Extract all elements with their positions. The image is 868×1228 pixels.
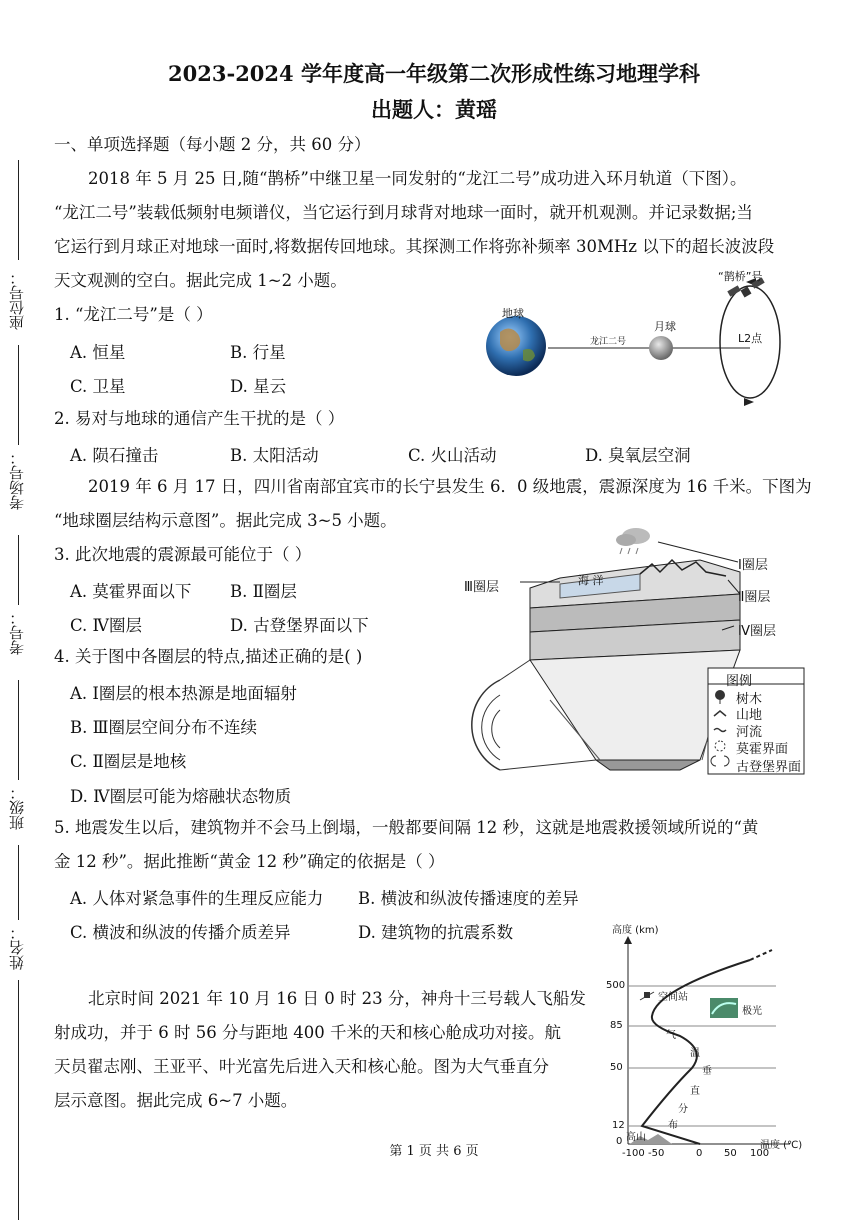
page-footer: 第 1 页 共 6 页 — [389, 1144, 479, 1159]
layer4-label: Ⅳ圈层 — [738, 624, 776, 639]
layer2-label: Ⅱ圈层 — [738, 590, 771, 605]
q3-option-a[interactable]: A. 莫霍界面以下 — [70, 582, 192, 601]
passage1-line1: 2018 年 5 月 25 日,随“鹊桥”中继卫星一同发射的“龙江二号”成功进入环月轨道（下图）。 — [88, 169, 747, 188]
queqiao-label: “鹊桥”号 — [718, 270, 763, 283]
q2-option-b[interactable]: B. 太阳活动 — [230, 446, 319, 465]
legend-river: 河流 — [736, 725, 763, 740]
page-title: 2023-2024 学年度高一年级第二次形成性练习地理学科 — [168, 61, 700, 86]
curve-char-1: 气 — [666, 1030, 676, 1041]
name-line-lower — [18, 980, 19, 1220]
q5-option-a[interactable]: A. 人体对紧急事件的生理反应能力 — [70, 889, 324, 908]
q5-option-b[interactable]: B. 横波和纵波传播速度的差异 — [358, 889, 579, 908]
moon-icon — [649, 336, 673, 360]
section-heading: 一、单项选择题（每小题 2 分，共 60 分） — [54, 135, 371, 154]
layer1-label: Ⅰ圈层 — [738, 558, 768, 573]
q2-stem: 2. 易对与地球的通信产生干扰的是（ ） — [54, 409, 345, 428]
fig3-mountain-label: 高山 — [626, 1132, 646, 1143]
curve-char-6: 布 — [668, 1120, 678, 1131]
legend-mountain: 山地 — [736, 708, 763, 723]
space-station-icon — [640, 992, 654, 1000]
xtick-50: 50 — [724, 1148, 737, 1159]
passage2-line2: “地球圈层结构示意图”。据此完成 3~5 小题。 — [54, 511, 397, 530]
legend-tree: 树木 — [736, 692, 763, 707]
ytick-85: 85 — [610, 1020, 623, 1031]
layer3-label: Ⅲ圈层 — [464, 580, 499, 595]
ytick-0: 0 — [616, 1136, 623, 1147]
q4-option-b[interactable]: B. Ⅲ圈层空间分布不连续 — [70, 718, 258, 737]
xtick-0: 0 — [696, 1148, 703, 1159]
legend-title: 图例 — [726, 674, 753, 689]
passage1-line2: “龙江二号”装载低频射电频谱仪，当它运行到月球背对地球一面时，就开机观测。并记录数据;当 — [54, 203, 753, 222]
legend-moho: 莫霍界面 — [736, 742, 789, 757]
q3-option-c[interactable]: C. Ⅳ圈层 — [70, 616, 143, 635]
cloud-icon — [616, 528, 650, 554]
q2-option-a[interactable]: A. 陨石撞击 — [70, 446, 159, 465]
seat-label: 座位号： — [8, 270, 26, 330]
l2-label: L2点 — [738, 332, 763, 345]
q1-option-b[interactable]: B. 行星 — [230, 343, 286, 362]
q5-stem-line2: 金 12 秒”。据此推断“黄金 12 秒”确定的依据是（ ） — [54, 852, 445, 871]
curve-char-5: 分 — [678, 1104, 688, 1115]
name-label: 姓名： — [8, 925, 26, 970]
aurora-icon — [710, 998, 738, 1018]
passage3-line4: 层示意图。据此完成 6~7 小题。 — [54, 1091, 298, 1110]
ytick-12: 12 — [612, 1120, 625, 1131]
passage1-line4: 天文观测的空白。据此完成 1~2 小题。 — [54, 271, 347, 290]
lj2-label: 龙江二号 — [590, 337, 627, 347]
legend-gutenberg: 古登堡界面 — [736, 760, 802, 775]
q3-option-b[interactable]: B. Ⅱ圈层 — [230, 582, 297, 601]
room-line — [18, 345, 19, 445]
q1-stem: 1. “龙江二号”是（ ） — [54, 305, 213, 324]
earth-label: 地球 — [502, 307, 524, 320]
xtick-minus50: -50 — [648, 1148, 665, 1159]
curve-char-3: 垂 — [702, 1066, 712, 1077]
q4-option-d[interactable]: D. Ⅳ圈层可能为熔融状态物质 — [70, 787, 292, 806]
passage3-line2: 射成功，并于 6 时 56 分与距地 400 千米的天和核心舱成功对接。航 — [54, 1023, 561, 1042]
q1-option-d[interactable]: D. 星云 — [230, 377, 287, 396]
xtick-100: 100 — [750, 1148, 770, 1159]
curve-char-4: 直 — [690, 1086, 700, 1097]
q2-option-c[interactable]: C. 火山活动 — [408, 446, 497, 465]
q4-stem: 4. 关于图中各圈层的特点,描述正确的是( ) — [54, 647, 363, 666]
page-subtitle: 出题人：黄瑶 — [371, 97, 497, 122]
exam-no-label: 考号： — [8, 610, 26, 655]
fig3-aurora: 极光 — [742, 1006, 762, 1017]
class-label: 班级： — [8, 785, 26, 830]
name-line — [18, 845, 19, 920]
ytick-50: 50 — [610, 1062, 623, 1073]
q5-stem-line1: 5. 地震发生以后，建筑物并不会马上倒塌，一般都要间隔 12 秒，这就是地震救援领域所说的“黄 — [54, 818, 759, 837]
ocean-label: 海 洋 — [578, 574, 604, 587]
q5-option-d[interactable]: D. 建筑物的抗震系数 — [358, 923, 514, 942]
room-label: 考场号： — [8, 450, 26, 510]
q1-option-c[interactable]: C. 卫星 — [70, 377, 126, 396]
q4-option-a[interactable]: A. Ⅰ圈层的根本热源是地面辐射 — [70, 684, 297, 703]
fig3-station: 空间站 — [658, 992, 688, 1003]
ytick-500: 500 — [606, 980, 626, 991]
q3-stem: 3. 此次地震的震源最可能位于（ ） — [54, 545, 312, 564]
q4-option-c[interactable]: C. Ⅱ圈层是地核 — [70, 752, 187, 771]
atmosphere-figure — [600, 930, 810, 1160]
class-line — [18, 680, 19, 780]
seat-line — [18, 160, 19, 260]
passage3-line3: 天员翟志刚、王亚平、叶光富先后进入天和核心舱。图为大气垂直分 — [54, 1057, 549, 1076]
passage1-line3: 它运行到月球正对地球一面时,将数据传回地球。其探测工作将弥补频率 30MHz 以下的超长波波段 — [54, 237, 775, 256]
fig3-xlabel: 温度 (℃) — [760, 1140, 803, 1151]
exam-no-line — [18, 535, 19, 605]
passage2-line1: 2019 年 6 月 17 日，四川省南部宜宾市的长宁县发生 6．0 级地震，震源深度为 16 千米。下图为 — [88, 477, 812, 496]
xtick-minus100: -100 — [622, 1148, 645, 1159]
curve-char-2: 温 — [690, 1048, 700, 1059]
q2-option-d[interactable]: D. 臭氧层空洞 — [585, 446, 691, 465]
q5-option-c[interactable]: C. 横波和纵波的传播介质差异 — [70, 923, 291, 942]
q1-option-a[interactable]: A. 恒星 — [70, 343, 126, 362]
moon-label: 月球 — [654, 320, 676, 333]
passage3-line1: 北京时间 2021 年 10 月 16 日 0 时 23 分，神舟十三号载人飞船发 — [88, 989, 586, 1008]
q3-option-d[interactable]: D. 古登堡界面以下 — [230, 616, 369, 635]
fig3-ylabel: 高度 (km) — [612, 925, 659, 936]
